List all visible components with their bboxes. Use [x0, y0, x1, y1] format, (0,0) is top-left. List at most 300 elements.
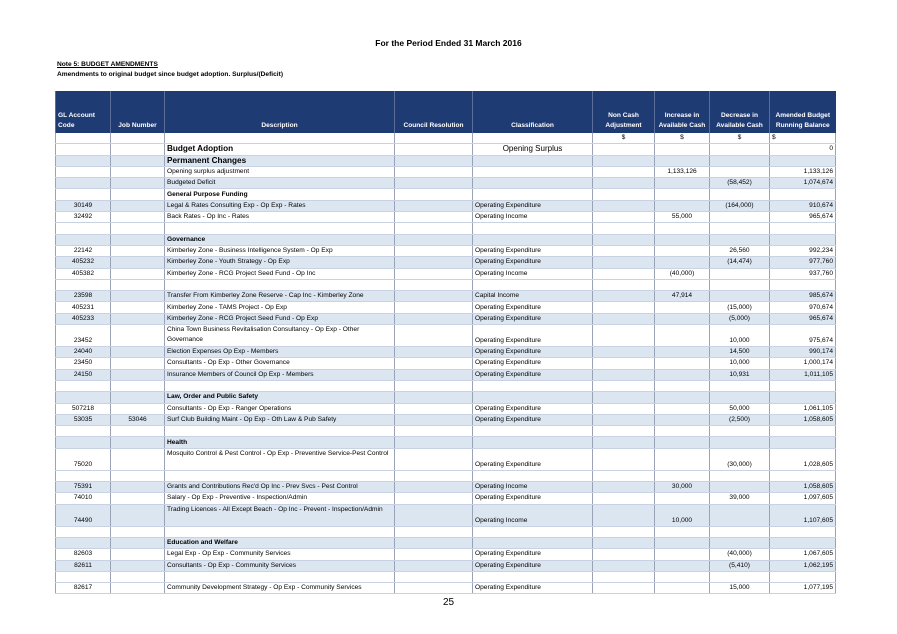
table-row: [56, 482, 836, 493]
description-cell: Kimberley Zone - RCG Project Seed Fund - Op Inc: [165, 268, 395, 279]
balance-cell: [770, 437, 836, 448]
classification-cell: Operating Expenditure: [473, 325, 593, 347]
non-cash-cell: [593, 414, 655, 425]
non-cash-cell: [593, 369, 655, 380]
decrease-cell: [710, 437, 770, 448]
classification-cell: Operating Expenditure: [473, 302, 593, 313]
classification-cell: Capital Income: [473, 291, 593, 302]
non-cash-cell: [593, 279, 655, 290]
table-row: [56, 358, 836, 369]
classification-cell: [473, 189, 593, 200]
classification-cell: Operating Expenditure: [473, 369, 593, 380]
job-number-cell: [111, 166, 165, 177]
job-number-cell: [111, 178, 165, 189]
council-resolution-cell: [395, 369, 473, 380]
gl-code-cell: 23598: [56, 291, 111, 302]
decrease-cell: (58,452): [710, 178, 770, 189]
decrease-cell: [710, 482, 770, 493]
classification-cell: [473, 537, 593, 548]
non-cash-cell: [593, 470, 655, 481]
increase-cell: [655, 392, 710, 403]
gl-code-cell: [56, 189, 111, 200]
job-number-cell: [111, 144, 165, 155]
gl-code-cell: [56, 279, 111, 290]
non-cash-cell: [593, 257, 655, 268]
non-cash-cell: [593, 560, 655, 571]
gl-code-cell: 22142: [56, 245, 111, 256]
col-job-number: Job Number: [111, 91, 165, 133]
classification-cell: [473, 223, 593, 234]
job-number-cell: [111, 234, 165, 245]
council-resolution-cell: [395, 482, 473, 493]
currency-cell: [165, 133, 395, 144]
decrease-cell: (40,000): [710, 549, 770, 560]
balance-cell: [770, 392, 836, 403]
increase-cell: [655, 178, 710, 189]
description-cell: Legal Exp - Op Exp - Community Services: [165, 549, 395, 560]
description-cell: Law, Order and Public Safety: [165, 392, 395, 403]
table-row: [56, 437, 836, 448]
job-number-cell: [111, 347, 165, 358]
council-resolution-cell: [395, 302, 473, 313]
decrease-cell: (5,410): [710, 560, 770, 571]
increase-cell: [655, 380, 710, 391]
council-resolution-cell: [395, 212, 473, 223]
decrease-cell: [710, 426, 770, 437]
table-header-row: [56, 91, 836, 133]
gl-code-cell: [56, 571, 111, 582]
decrease-cell: [710, 144, 770, 155]
council-resolution-cell: [395, 448, 473, 470]
gl-code-cell: [56, 437, 111, 448]
increase-cell: 47,914: [655, 291, 710, 302]
increase-cell: 1,133,126: [655, 166, 710, 177]
decrease-cell: [710, 279, 770, 290]
non-cash-cell: [593, 313, 655, 324]
increase-cell: [655, 223, 710, 234]
non-cash-cell: [593, 200, 655, 211]
council-resolution-cell: [395, 234, 473, 245]
decrease-cell: [710, 166, 770, 177]
currency-cell: [56, 133, 111, 144]
decrease-cell: [710, 526, 770, 537]
description-cell: Governance: [165, 234, 395, 245]
balance-cell: [770, 189, 836, 200]
gl-code-cell: 82617: [56, 583, 111, 594]
gl-code-cell: 32492: [56, 212, 111, 223]
job-number-cell: [111, 560, 165, 571]
non-cash-cell: [593, 234, 655, 245]
classification-cell: Opening Surplus: [473, 144, 593, 155]
balance-cell: 965,674: [770, 313, 836, 324]
non-cash-cell: [593, 189, 655, 200]
non-cash-cell: [593, 403, 655, 414]
decrease-cell: 39,000: [710, 493, 770, 504]
non-cash-cell: [593, 358, 655, 369]
gl-code-cell: [56, 234, 111, 245]
non-cash-cell: [593, 493, 655, 504]
job-number-cell: [111, 493, 165, 504]
decrease-cell: 10,000: [710, 358, 770, 369]
classification-cell: Operating Income: [473, 504, 593, 526]
non-cash-cell: [593, 212, 655, 223]
table-row: [56, 302, 836, 313]
council-resolution-cell: [395, 245, 473, 256]
job-number-cell: [111, 245, 165, 256]
decrease-cell: [710, 155, 770, 166]
table-row: [56, 392, 836, 403]
classification-cell: [473, 437, 593, 448]
table-row: [56, 223, 836, 234]
job-number-cell: [111, 392, 165, 403]
description-cell: Trading Licences - All Except Beach - Op Inc - Prevent - Inspection/Admin: [165, 504, 395, 526]
increase-cell: 30,000: [655, 482, 710, 493]
table-row: [56, 526, 836, 537]
job-number-cell: [111, 470, 165, 481]
decrease-cell: 14,500: [710, 347, 770, 358]
description-cell: Health: [165, 437, 395, 448]
gl-code-cell: 75020: [56, 448, 111, 470]
currency-increase: $: [655, 133, 710, 144]
decrease-cell: [710, 380, 770, 391]
description-cell: [165, 426, 395, 437]
balance-cell: 1,061,105: [770, 403, 836, 414]
council-resolution-cell: [395, 325, 473, 347]
council-resolution-cell: [395, 155, 473, 166]
balance-cell: 970,674: [770, 302, 836, 313]
col-amended-budget-balance: Amended Budget Running Balance: [770, 91, 836, 133]
job-number-cell: [111, 571, 165, 582]
table-row: [56, 279, 836, 290]
job-number-cell: [111, 583, 165, 594]
gl-code-cell: 74490: [56, 504, 111, 526]
increase-cell: [655, 347, 710, 358]
description-cell: [165, 571, 395, 582]
currency-cell: [473, 133, 593, 144]
description-cell: Community Development Strategy - Op Exp - Community Services: [165, 583, 395, 594]
gl-code-cell: [56, 380, 111, 391]
non-cash-cell: [593, 178, 655, 189]
gl-code-cell: 53035: [56, 414, 111, 425]
gl-code-cell: 507218: [56, 403, 111, 414]
balance-cell: 1,133,126: [770, 166, 836, 177]
classification-cell: Operating Expenditure: [473, 560, 593, 571]
job-number-cell: [111, 212, 165, 223]
decrease-cell: [710, 189, 770, 200]
balance-cell: [770, 223, 836, 234]
table-row: [56, 166, 836, 177]
description-cell: Education and Welfare: [165, 537, 395, 548]
non-cash-cell: [593, 155, 655, 166]
gl-code-cell: 82603: [56, 549, 111, 560]
increase-cell: (40,000): [655, 268, 710, 279]
classification-cell: [473, 470, 593, 481]
job-number-cell: [111, 537, 165, 548]
note-title: Note 5: BUDGET AMENDMENTS: [57, 61, 158, 68]
table-row: [56, 493, 836, 504]
table-row: [56, 212, 836, 223]
classification-cell: [473, 178, 593, 189]
balance-cell: 910,674: [770, 200, 836, 211]
decrease-cell: [710, 392, 770, 403]
job-number-cell: [111, 549, 165, 560]
description-cell: Election Expenses Op Exp - Members: [165, 347, 395, 358]
increase-cell: [655, 571, 710, 582]
col-increase-available-cash: Increase in Available Cash: [655, 91, 710, 133]
gl-code-cell: 405382: [56, 268, 111, 279]
non-cash-cell: [593, 392, 655, 403]
non-cash-cell: [593, 223, 655, 234]
gl-code-cell: 23450: [56, 358, 111, 369]
classification-cell: Operating Expenditure: [473, 493, 593, 504]
classification-cell: [473, 392, 593, 403]
description-cell: Kimberley Zone - Business Intelligence System - Op Exp: [165, 245, 395, 256]
balance-cell: 1,058,605: [770, 414, 836, 425]
classification-cell: Operating Expenditure: [473, 313, 593, 324]
table-row: [56, 380, 836, 391]
table-row: [56, 470, 836, 481]
description-cell: Legal & Rates Consulting Exp - Op Exp - Rates: [165, 200, 395, 211]
decrease-cell: 26,560: [710, 245, 770, 256]
council-resolution-cell: [395, 144, 473, 155]
council-resolution-cell: [395, 358, 473, 369]
classification-cell: Operating Income: [473, 482, 593, 493]
description-cell: Mosquito Control & Pest Control - Op Exp - Preventive Service-Pest Control: [165, 448, 395, 470]
classification-cell: Operating Expenditure: [473, 347, 593, 358]
council-resolution-cell: [395, 414, 473, 425]
classification-cell: Operating Expenditure: [473, 358, 593, 369]
increase-cell: [655, 403, 710, 414]
gl-code-cell: 74010: [56, 493, 111, 504]
gl-code-cell: [56, 392, 111, 403]
balance-cell: 965,674: [770, 212, 836, 223]
table-row: [56, 571, 836, 582]
job-number-cell: [111, 257, 165, 268]
balance-cell: 1,062,195: [770, 560, 836, 571]
balance-cell: [770, 470, 836, 481]
job-number-cell: [111, 279, 165, 290]
description-cell: Kimberley Zone - TAMS Project - Op Exp: [165, 302, 395, 313]
currency-balance: $: [770, 133, 836, 144]
decrease-cell: [710, 234, 770, 245]
decrease-cell: (5,000): [710, 313, 770, 324]
increase-cell: [655, 155, 710, 166]
table-row: [56, 549, 836, 560]
table-row: [56, 313, 836, 324]
job-number-cell: [111, 189, 165, 200]
note-subtitle: Amendments to original budget since budget adoption. Surplus/(Deficit): [57, 71, 284, 78]
council-resolution-cell: [395, 549, 473, 560]
balance-cell: 1,000,174: [770, 358, 836, 369]
increase-cell: 55,000: [655, 212, 710, 223]
decrease-cell: 10,000: [710, 325, 770, 347]
description-cell: Surf Club Building Maint - Op Exp - Oth Law & Pub Safety: [165, 414, 395, 425]
council-resolution-cell: [395, 437, 473, 448]
col-gl-account-code: GL Account Code: [56, 91, 111, 133]
decrease-cell: (164,000): [710, 200, 770, 211]
gl-code-cell: 82611: [56, 560, 111, 571]
classification-cell: Operating Expenditure: [473, 200, 593, 211]
job-number-cell: [111, 526, 165, 537]
classification-cell: Operating Expenditure: [473, 583, 593, 594]
job-number-cell: [111, 448, 165, 470]
table-row: [56, 257, 836, 268]
job-number-cell: 53046: [111, 414, 165, 425]
job-number-cell: [111, 200, 165, 211]
table-row: [56, 155, 836, 166]
balance-cell: 1,058,605: [770, 482, 836, 493]
description-cell: China Town Business Revitalisation Consultancy - Op Exp - Other Governance: [165, 325, 395, 347]
balance-cell: [770, 537, 836, 548]
balance-cell: [770, 571, 836, 582]
non-cash-cell: [593, 245, 655, 256]
decrease-cell: 15,000: [710, 583, 770, 594]
table-row: [56, 178, 836, 189]
gl-code-cell: [56, 155, 111, 166]
council-resolution-cell: [395, 189, 473, 200]
job-number-cell: [111, 504, 165, 526]
table-row: [56, 268, 836, 279]
description-cell: Back Rates - Op Inc - Rates: [165, 212, 395, 223]
council-resolution-cell: [395, 313, 473, 324]
description-cell: Kimberley Zone - RCG Project Seed Fund - Op Exp: [165, 313, 395, 324]
gl-code-cell: 23452: [56, 325, 111, 347]
currency-decrease: $: [710, 133, 770, 144]
job-number-cell: [111, 302, 165, 313]
description-cell: [165, 526, 395, 537]
col-council-resolution: Council Resolution: [395, 91, 473, 133]
non-cash-cell: [593, 268, 655, 279]
classification-cell: Operating Expenditure: [473, 257, 593, 268]
council-resolution-cell: [395, 347, 473, 358]
decrease-cell: (2,500): [710, 414, 770, 425]
decrease-cell: (14,474): [710, 257, 770, 268]
non-cash-cell: [593, 144, 655, 155]
gl-code-cell: [56, 144, 111, 155]
increase-cell: [655, 200, 710, 211]
decrease-cell: (15,000): [710, 302, 770, 313]
increase-cell: [655, 302, 710, 313]
description-cell: [165, 223, 395, 234]
increase-cell: [655, 325, 710, 347]
job-number-cell: [111, 426, 165, 437]
council-resolution-cell: [395, 537, 473, 548]
description-cell: Permanent Changes: [165, 155, 395, 166]
job-number-cell: [111, 403, 165, 414]
gl-code-cell: 75391: [56, 482, 111, 493]
increase-cell: [655, 189, 710, 200]
job-number-cell: [111, 313, 165, 324]
gl-code-cell: 405231: [56, 302, 111, 313]
council-resolution-cell: [395, 426, 473, 437]
increase-cell: [655, 560, 710, 571]
description-cell: Consultants - Op Exp - Community Services: [165, 560, 395, 571]
increase-cell: [655, 144, 710, 155]
increase-cell: [655, 279, 710, 290]
increase-cell: [655, 234, 710, 245]
decrease-cell: (30,000): [710, 448, 770, 470]
balance-cell: [770, 234, 836, 245]
table-row: [56, 448, 836, 470]
gl-code-cell: 24150: [56, 369, 111, 380]
col-description: Description: [165, 91, 395, 133]
col-classification: Classification: [473, 91, 593, 133]
description-cell: Insurance Members of Council Op Exp - Members: [165, 369, 395, 380]
table-row: [56, 414, 836, 425]
job-number-cell: [111, 369, 165, 380]
decrease-cell: [710, 223, 770, 234]
increase-cell: [655, 537, 710, 548]
gl-code-cell: 405232: [56, 257, 111, 268]
gl-code-cell: [56, 426, 111, 437]
table-row: [56, 291, 836, 302]
report-period: For the Period Ended 31 March 2016: [375, 38, 522, 48]
job-number-cell: [111, 268, 165, 279]
description-cell: Budgeted Deficit: [165, 178, 395, 189]
job-number-cell: [111, 223, 165, 234]
balance-cell: 990,174: [770, 347, 836, 358]
table-row: [56, 369, 836, 380]
table-row: [56, 245, 836, 256]
decrease-cell: [710, 470, 770, 481]
increase-cell: [655, 358, 710, 369]
non-cash-cell: [593, 482, 655, 493]
council-resolution-cell: [395, 268, 473, 279]
increase-cell: [655, 493, 710, 504]
balance-cell: 985,674: [770, 291, 836, 302]
balance-cell: [770, 279, 836, 290]
council-resolution-cell: [395, 470, 473, 481]
non-cash-cell: [593, 166, 655, 177]
job-number-cell: [111, 482, 165, 493]
decrease-cell: [710, 212, 770, 223]
classification-cell: [473, 426, 593, 437]
table-row: [56, 583, 836, 594]
gl-code-cell: 30149: [56, 200, 111, 211]
table-row: [56, 560, 836, 571]
table-row: [56, 189, 836, 200]
budget-amendments-table: [55, 91, 836, 594]
non-cash-cell: [593, 437, 655, 448]
balance-cell: 992,234: [770, 245, 836, 256]
council-resolution-cell: [395, 493, 473, 504]
balance-cell: 1,028,605: [770, 448, 836, 470]
description-cell: [165, 470, 395, 481]
table-row: [56, 325, 836, 347]
council-resolution-cell: [395, 571, 473, 582]
council-resolution-cell: [395, 526, 473, 537]
description-cell: Transfer From Kimberley Zone Reserve - Cap Inc - Kimberley Zone: [165, 291, 395, 302]
gl-code-cell: 24040: [56, 347, 111, 358]
balance-cell: [770, 155, 836, 166]
classification-cell: Operating Expenditure: [473, 403, 593, 414]
council-resolution-cell: [395, 200, 473, 211]
currency-row: [56, 133, 836, 144]
classification-cell: [473, 155, 593, 166]
description-cell: Opening surplus adjustment: [165, 166, 395, 177]
balance-cell: 975,674: [770, 325, 836, 347]
council-resolution-cell: [395, 279, 473, 290]
council-resolution-cell: [395, 560, 473, 571]
gl-code-cell: [56, 178, 111, 189]
increase-cell: [655, 426, 710, 437]
council-resolution-cell: [395, 291, 473, 302]
classification-cell: [473, 166, 593, 177]
increase-cell: 10,000: [655, 504, 710, 526]
balance-cell: 1,097,605: [770, 493, 836, 504]
decrease-cell: 50,000: [710, 403, 770, 414]
council-resolution-cell: [395, 166, 473, 177]
